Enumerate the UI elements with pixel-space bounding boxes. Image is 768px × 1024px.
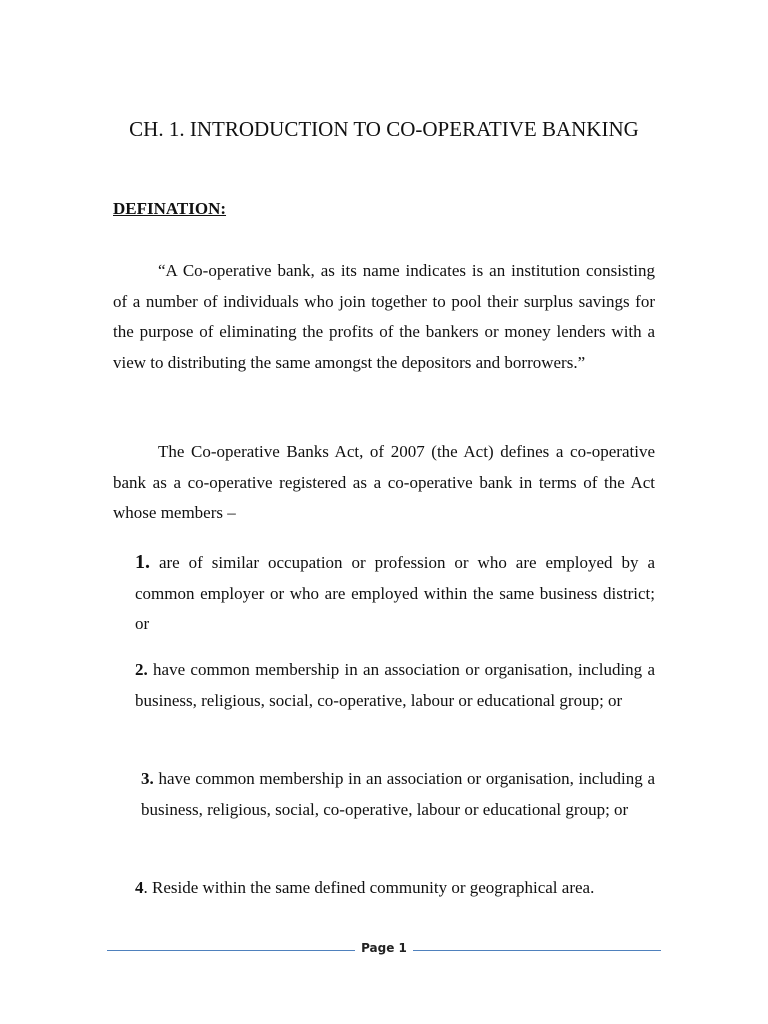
list-text: have common membership in an association or organisation, including a business, religious, social, co-operative, labour or educational group; or: [141, 769, 655, 819]
list-text: have common membership in an association or organisation, including a business, religious, social, co-operative, labour or educational group; or: [135, 660, 655, 710]
definition-paragraph: “A Co-operative bank, as its name indicates is an institution consisting of a number of individuals who join together to pool their surplus savings for the purpose of eliminating the profits of the bankers or money lenders with a view to distributing the same amongst the depositors and borrowers.”: [113, 261, 655, 372]
page-title: CH. 1. INTRODUCTION TO CO-OPERATIVE BANKING: [129, 117, 639, 141]
list-text: are of similar occupation or profession or who are employed by a common employer or who are employed within the same business district; or: [135, 553, 655, 633]
list-item: [135, 655, 655, 716]
list-text: . Reside within the same defined community or geographical area.: [143, 878, 595, 897]
list-item: [141, 764, 655, 825]
page-footer: [107, 940, 661, 960]
act-paragraph: The Co-operative Banks Act, of 2007 (the Act) defines a co-operative bank as a co-operative registered as a co-operative bank in terms of the Act whose members –: [113, 442, 655, 522]
list-number: 2.: [135, 660, 148, 679]
footer-rule-right: [413, 950, 661, 951]
list-number: 1.: [135, 551, 150, 573]
list-number: 3.: [141, 769, 154, 788]
page-number: Page 1: [361, 941, 407, 955]
section-heading: DEFINATION:: [113, 199, 227, 218]
list-item: [135, 873, 655, 904]
list-item: [135, 547, 655, 640]
list-number: 4: [135, 878, 144, 897]
